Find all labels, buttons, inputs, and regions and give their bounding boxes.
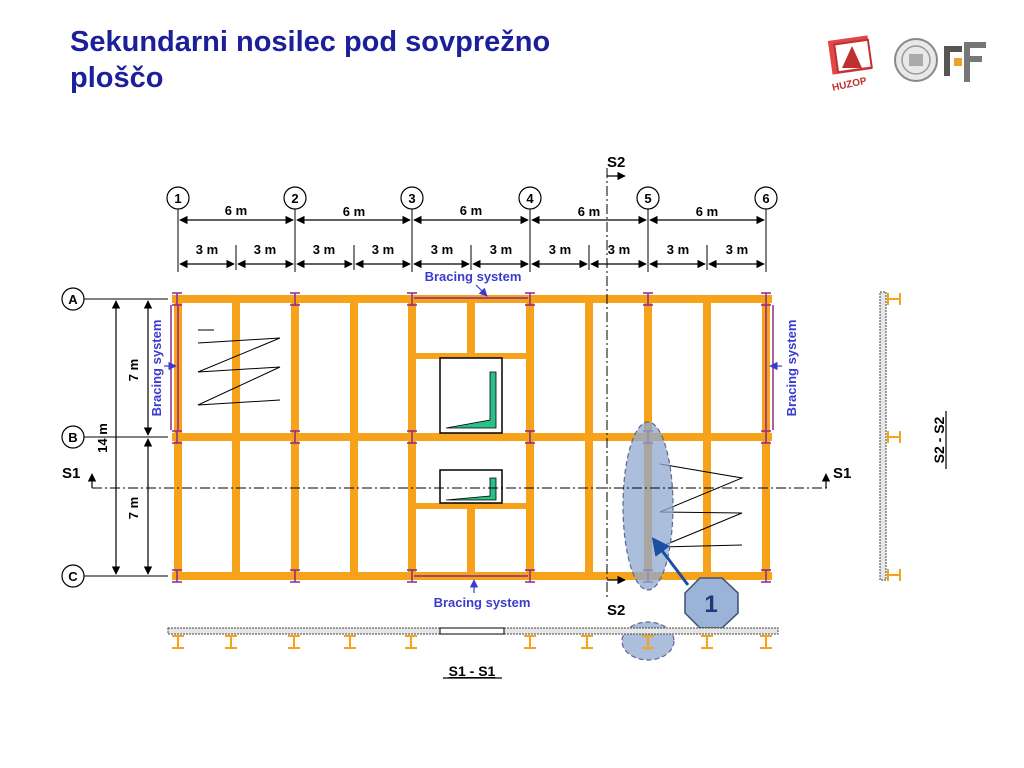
grid-axis-3 [401, 187, 423, 209]
grid-axis-5 [637, 187, 659, 209]
dimension-6m-row [180, 203, 764, 220]
beam-grid [172, 295, 772, 580]
grid-axis-4-label: 4 [526, 191, 534, 206]
grid-axis-C-label: C [68, 569, 78, 584]
opening-trimmer [412, 503, 530, 509]
span-4-5-label: 6 m [577, 204, 601, 219]
grid-axis-6-label: 6 [762, 191, 770, 206]
title-line-1: Sekundarni nosilec pod sovprežno [70, 26, 551, 58]
grid-axis-A-label: A [68, 292, 78, 307]
stair-opening-lower [440, 470, 502, 503]
main-beam-B [172, 433, 772, 441]
sub-span-7-label: 3 m [548, 242, 572, 257]
huzop-logo-text: HUZOP [831, 75, 868, 94]
grid-axis-1 [167, 187, 189, 209]
row-span-bc-label: 7 m [126, 496, 141, 520]
span-2-3-label: 6 m [342, 204, 366, 219]
sub-span-4-label: 3 m [371, 242, 395, 257]
grid-axis-1-label: 1 [174, 191, 182, 206]
grid-axis-2 [284, 187, 306, 209]
section-s2-title: S2 - S2 [931, 416, 947, 464]
grid-axis-6 [755, 187, 777, 209]
bracing-left-label: Bracing system [149, 319, 164, 417]
section-s1-s1-drawing [168, 628, 778, 679]
marker-1-label: 1 [704, 591, 718, 618]
span-1-2-label: 6 m [224, 203, 248, 218]
section-s1-right-label: S1 [833, 465, 852, 482]
grid-axis-3-label: 3 [408, 191, 416, 206]
grid-axis-B-label: B [68, 430, 78, 445]
total-depth-label: 14 m [95, 423, 110, 453]
secondary-beam [585, 295, 593, 580]
secondary-beam [703, 295, 711, 580]
section-cut-s2 [607, 154, 625, 619]
grid-axis-A [62, 288, 84, 310]
span-5-6-label: 6 m [695, 204, 719, 219]
section-s2-bottom-label: S2 [607, 602, 626, 619]
title-line-2: ploščo [70, 62, 164, 94]
secondary-beam [232, 295, 240, 580]
sub-span-1-label: 3 m [195, 242, 219, 257]
grid-axis-B [62, 426, 84, 448]
sub-span-5-label: 3 m [430, 242, 454, 257]
secondary-beam [350, 295, 358, 580]
trimmer-beam [467, 505, 475, 580]
section-s2-s2-drawing [880, 292, 947, 581]
row-span-ab-label: 7 m [126, 358, 141, 382]
column-extension-lines [178, 209, 766, 272]
dimension-3m-row [180, 242, 764, 264]
section-s2-top-label: S2 [607, 154, 626, 171]
highlight-beam-ellipse [623, 422, 673, 590]
sub-span-8-label: 3 m [607, 242, 631, 257]
trimmer-beam [467, 295, 475, 357]
sub-span-6-label: 3 m [489, 242, 513, 257]
section-s1-left-label: S1 [62, 465, 81, 482]
sub-span-2-label: 3 m [253, 242, 277, 257]
section-s1-title: S1 - S1 [448, 663, 496, 679]
bracing-right-label: Bracing system [784, 319, 799, 417]
grid-axis-2-label: 2 [291, 191, 299, 206]
sub-span-3-label: 3 m [312, 242, 336, 257]
span-3-4-label: 6 m [459, 203, 483, 218]
grid-axis-4 [519, 187, 541, 209]
bracing-bottom-label: Bracing system [433, 595, 531, 610]
sub-span-9-label: 3 m [666, 242, 690, 257]
bracing-top-label: Bracing system [424, 269, 522, 284]
grid-axis-C [62, 565, 84, 587]
sub-span-10-label: 3 m [725, 242, 749, 257]
grid-axis-5-label: 5 [644, 191, 652, 206]
stair-opening-upper [440, 358, 502, 433]
